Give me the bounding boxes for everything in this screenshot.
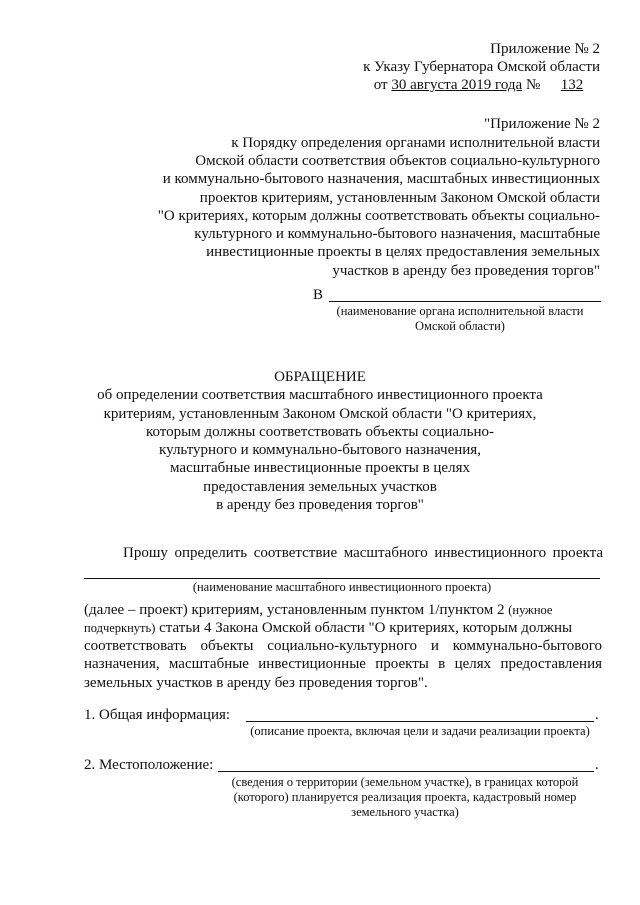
appendix-date-prefix: от [373,77,388,93]
appendix-date: 30 августа 2019 года [391,77,523,93]
title-line-7: в аренду без проведения торгов" [216,497,424,513]
section1-period: . [595,707,599,723]
appendix-line-2: к Указу Губернатора Омской области [363,59,600,75]
section2-label: 2. Местоположение: [84,757,214,773]
project-name-blank-line [84,578,600,579]
procedure-line-8: инвестиционные проекты в целях предоставления земельных [206,244,600,260]
request-line-4: назначения, масштабные инвестиционные проекты в целях предоставления [84,656,602,672]
procedure-line-2: к Порядку определения органами исполнительной власти [231,135,600,151]
request-line-1-text: (далее – проект) критериям, установленным пунктом 1/пунктом 2 [84,602,505,618]
appendix-line-3 [374,76,600,94]
addressee-caption-2: Омской области) [415,319,505,333]
procedure-line-3: Омской области соответствия объектов социально-культурного [195,153,600,169]
title-line-4: культурного и коммунально-бытового назначения, [159,442,481,458]
request-line-5: земельных участков в аренду без проведения торгов". [84,675,428,691]
request-line-2 [84,619,602,637]
procedure-line-9: участков в аренду без проведения торгов" [332,263,600,279]
procedure-line-6: "О критериях, которым должны соответствовать объекты социально- [157,208,600,224]
request-line-1-note: (нужное [508,603,553,617]
document-heading: ОБРАЩЕНИЕ [274,369,366,385]
title-line-5: масштабные инвестиционные проекты в целях [170,460,470,476]
section2-period: . [595,757,599,773]
procedure-line-5: проектов критериям, установленным Законом Омской области [199,190,600,206]
title-line-1: об определении соответствия масштабного инвестиционного проекта [97,387,543,403]
section2-caption-1: (сведения о территории (земельном участке), в границах которой [231,775,579,789]
procedure-line-1: "Приложение № 2 [484,116,600,132]
addressee-blank-line [329,301,601,302]
title-line-3: которым должны соответствовать объекты социально- [145,424,495,440]
addressee-caption-1: (наименование органа исполнительной власти [336,304,584,318]
request-line-2-note: подчеркнуть) [84,621,156,635]
procedure-line-4: и коммунально-бытового назначения, масштабных инвестиционных [162,171,600,187]
appendix-number-label: № [525,77,541,93]
procedure-line-7: культурного и коммунально-бытового назначения, масштабные [194,226,600,242]
addressee-prefix: В [313,287,324,303]
title-line-6: предоставления земельных участков [203,479,437,495]
request-first-line: Прошу определить соответствие масштабного инвестиционного проекта [123,545,603,561]
project-name-caption: (наименование масштабного инвестиционного проекта) [192,580,492,594]
section1-caption: (описание проекта, включая цели и задачи реализации проекта) [250,724,590,738]
section2-caption-2: (которого) планируется реализация проекта, кадастровый номер [233,790,577,804]
request-line-2-text: статьи 4 Закона Омской области "О критериях, которым должны [159,620,573,636]
section1-label: 1. Общая информация: [84,707,231,723]
section2-caption-3: земельного участка) [351,805,459,819]
request-line-3: соответствовать объекты социально-культурного и коммунально-бытового [84,638,602,654]
title-line-2: критериям, установленным Законом Омской области "О критериях, [103,406,537,422]
section2-blank-line [218,771,594,772]
appendix-number: 132 [560,77,584,93]
section1-blank-line [246,721,594,722]
request-line-1 [84,601,552,619]
appendix-line-1: Приложение № 2 [490,41,600,57]
